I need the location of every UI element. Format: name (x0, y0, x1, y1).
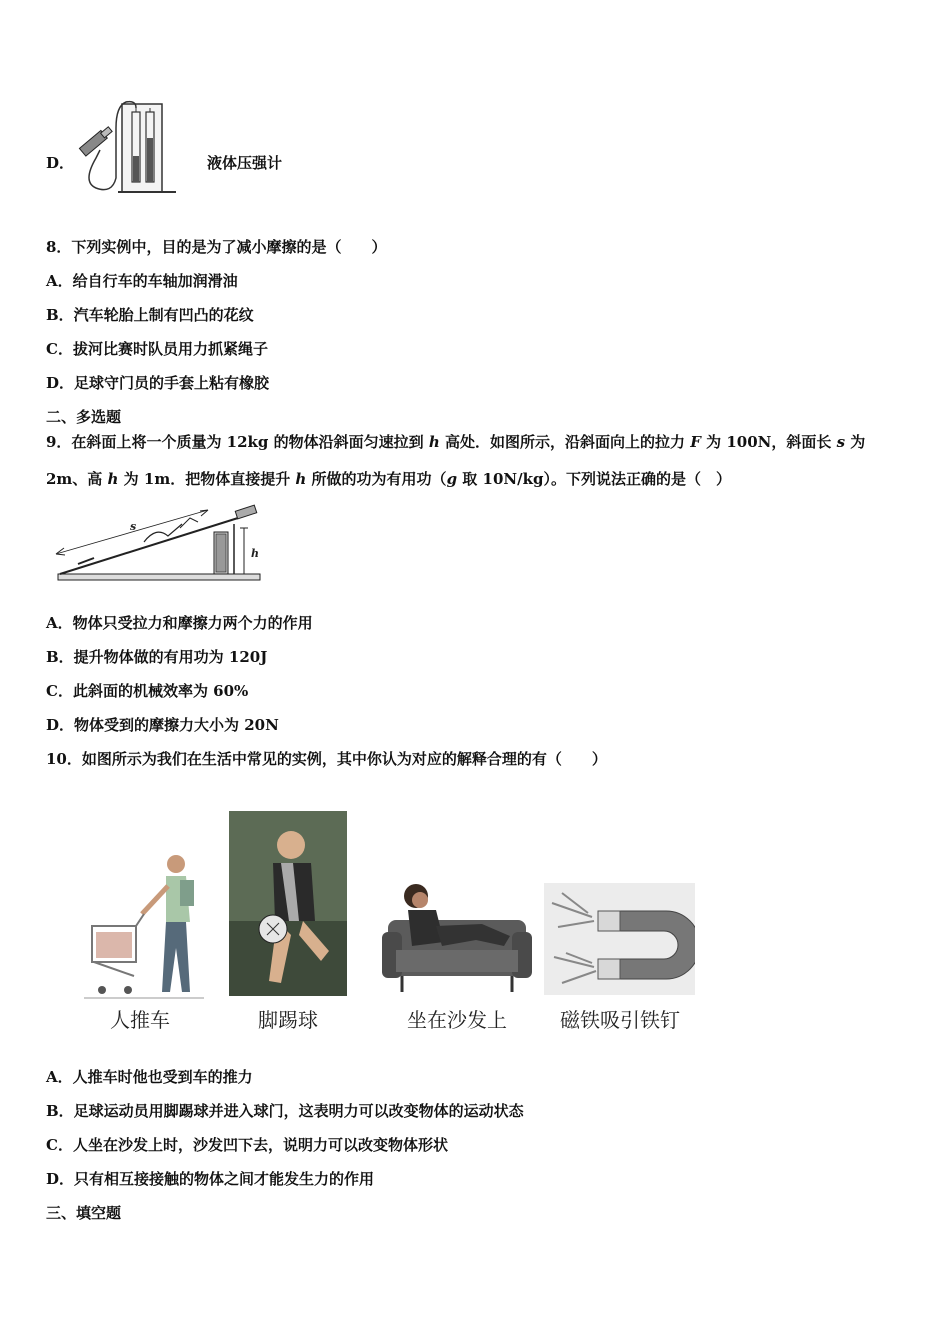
person-pushing-cart-image (82, 852, 206, 1000)
incline-figure (48, 502, 264, 586)
q9-option-a: A．物体只受拉力和摩擦力两个力的作用 (46, 614, 313, 632)
q10-option-b: B．足球运动员用脚踢球并进入球门，这表明力可以改变物体的运动状态 (46, 1102, 524, 1120)
var-s: s (836, 433, 846, 451)
q8-option-a: A．给自行车的车轴加润滑油 (46, 272, 238, 290)
q8-option-d: D．足球守门员的手套上粘有橡胶 (46, 374, 270, 392)
q7-option-d-label: D． (46, 154, 75, 172)
caption-kick-ball: 脚踢球 (258, 1008, 318, 1032)
q9-l1-p2: 高处．如图所示，沿斜面向上的拉力 (439, 433, 691, 451)
var-h: h (107, 470, 119, 488)
q8-stem: 8．下列实例中，目的是为了减小摩擦的是（ ） (46, 238, 387, 256)
magnet-attracting-nails-image (544, 883, 695, 995)
q9-option-d: D．物体受到的摩擦力大小为 20N (46, 716, 279, 734)
incline-h-label: h (251, 547, 259, 560)
q9-l2-p3: 所做的功为有用功（ (306, 470, 447, 488)
q9-option-c: C．此斜面的机械效率为 60% (46, 682, 249, 700)
q10-stem: 10．如图所示为我们在生活中常见的实例，其中你认为对应的解释合理的有（ ） (46, 750, 607, 768)
var-g: g (446, 470, 458, 488)
caption-magnet-nails: 磁铁吸引铁钉 (560, 1008, 680, 1032)
q9-l1-p4: 为 (845, 433, 866, 451)
caption-sit-on-sofa: 坐在沙发上 (407, 1008, 507, 1032)
section-heading-fill-blank: 三、填空题 (46, 1204, 122, 1222)
manometer-figure (72, 98, 182, 198)
q9-l1-p1: 9．在斜面上将一个质量为 12kg 的物体沿斜面匀速拉到 (46, 433, 429, 451)
q9-l1-p3: 为 100N，斜面长 (700, 433, 837, 451)
q8-option-c: C．拔河比赛时队员用力抓紧绳子 (46, 340, 268, 358)
boy-kicking-ball-image (229, 811, 347, 996)
incline-s-label: s (130, 520, 137, 533)
q9-stem-line2 (46, 468, 731, 489)
q10-option-c: C．人坐在沙发上时，沙发凹下去，说明力可以改变物体形状 (46, 1136, 448, 1154)
person-on-sofa-image (382, 880, 532, 996)
caption-person-push-cart: 人推车 (110, 1008, 170, 1032)
section-heading-multi-choice: 二、多选题 (46, 408, 122, 426)
q9-option-b: B．提升物体做的有用功为 120J (46, 648, 268, 666)
var-f: F (690, 433, 701, 451)
q9-l2-p2: 为 1m．把物体直接提升 (118, 470, 296, 488)
q9-l2-p1: 2m、高 (46, 470, 108, 488)
var-h: h (295, 470, 307, 488)
q8-option-b: B．汽车轮胎上制有凹凸的花纹 (46, 306, 254, 324)
q7-option-d-text: 液体压强计 (207, 154, 283, 172)
q10-option-a: A．人推车时他也受到车的推力 (46, 1068, 253, 1086)
q10-option-d: D．只有相互接接触的物体之间才能发生力的作用 (46, 1170, 375, 1188)
var-h: h (428, 433, 440, 451)
q9-stem-line1 (46, 431, 865, 452)
q9-l2-p4: 取 10N/kg）。下列说法正确的是（ ） (457, 470, 731, 488)
